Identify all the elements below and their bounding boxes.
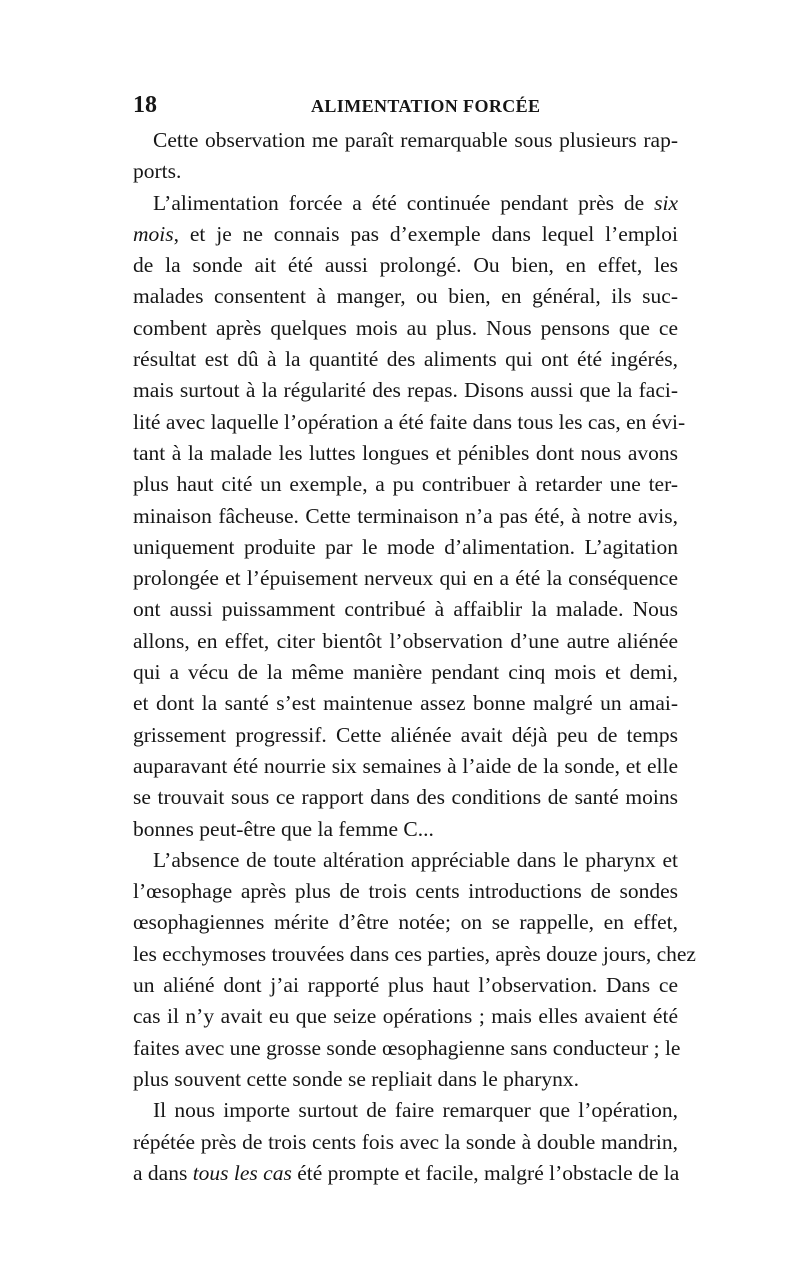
running-title: ALIMENTATION FORCÉE bbox=[311, 96, 541, 116]
text-line: L’absence de toute altération appréciable dans le pharynx et bbox=[153, 847, 678, 872]
text-line bbox=[133, 188, 678, 219]
text-line: lité avec laquelle l’opération a été faite dans tous les cas, en évi- bbox=[133, 409, 686, 434]
text-line bbox=[133, 1158, 678, 1189]
text-segment: été prompte et facile, malgré l’obstacle de la bbox=[297, 1160, 680, 1185]
text-line: ports. bbox=[133, 159, 182, 184]
text-line: ont aussi puissamment contribué à affaiblir la malade. Nous bbox=[133, 597, 678, 622]
text-line: et dont la santé s’est maintenue assez bonne malgré un amai- bbox=[133, 691, 678, 716]
text-line: malades consentent à manger, ou bien, en général, ils suc- bbox=[133, 284, 678, 309]
text-line: combent après quelques mois au plus. Nous pensons que ce bbox=[133, 315, 678, 340]
text-line: un aliéné dont j’ai rapporté plus haut l’observation. Dans ce bbox=[133, 973, 678, 998]
text-segment: L’alimentation forcée a été continuée pendant près de bbox=[153, 190, 645, 215]
text-line: Cette observation me paraît remarquable sous plusieurs rap- bbox=[153, 128, 678, 152]
italic-text-segment: mois bbox=[133, 221, 174, 246]
text-line: les ecchymoses trouvées dans ces parties, après douze jours, chez bbox=[133, 941, 696, 966]
text-line: de la sonde ait été aussi prolongé. Ou bien, en effet, les bbox=[133, 253, 678, 278]
text-line: répétée près de trois cents fois avec la sonde à double mandrin, bbox=[133, 1129, 678, 1154]
text-line: bonnes peut-être que la femme C... bbox=[133, 816, 434, 841]
italic-text-segment: six bbox=[654, 190, 679, 215]
body-text bbox=[133, 125, 696, 1189]
text-line: auparavant été nourrie six semaines à l’aide de la sonde, et elle bbox=[133, 753, 678, 778]
text-line: tant à la malade les luttes longues et pénibles dont nous avons bbox=[133, 440, 678, 465]
text-line: plus souvent cette sonde se repliait dans le pharynx. bbox=[133, 1066, 580, 1091]
text-line: résultat est dû à la quantité des aliments qui ont été ingérés, bbox=[133, 347, 678, 372]
text-line: minaison fâcheuse. Cette terminaison n’a pas été, à notre avis, bbox=[133, 503, 678, 528]
text-line: œsophagiennes mérite d’être notée; on se rappelle, en effet, bbox=[133, 910, 678, 935]
text-line: allons, en effet, citer bientôt l’observation d’une autre aliénée bbox=[133, 628, 678, 653]
text-line: cas il n’y avait eu que seize opérations ; mais elles avaient été bbox=[133, 1004, 678, 1029]
text-line: Il nous importe surtout de faire remarquer que l’opération, bbox=[153, 1098, 678, 1123]
text-line: grissement progressif. Cette aliénée avait déjà peu de temps bbox=[133, 722, 678, 747]
text-line: faites avec une grosse sonde œsophagienne sans conducteur ; le bbox=[133, 1035, 681, 1060]
running-header bbox=[133, 90, 678, 120]
text-segment: a dans bbox=[133, 1160, 188, 1185]
page-number: 18 bbox=[133, 92, 157, 118]
text-line: qui a vécu de la même manière pendant cinq mois et demi, bbox=[133, 660, 678, 685]
text-line bbox=[133, 219, 678, 250]
text-line: l’œsophage après plus de trois cents introductions de sondes bbox=[133, 879, 678, 904]
text-line: plus haut cité un exemple, a pu contribuer à retarder une ter- bbox=[133, 472, 678, 497]
text-line: mais surtout à la régularité des repas. Disons aussi que la faci- bbox=[133, 378, 678, 403]
text-line: prolongée et l’épuisement nerveux qui en a été la conséquence bbox=[133, 566, 678, 591]
text-line: se trouvait sous ce rapport dans des conditions de santé moins bbox=[133, 785, 678, 810]
italic-text-segment: tous les cas bbox=[192, 1160, 292, 1185]
text-segment: , et je ne connais pas d’exemple dans lequel l’emploi bbox=[173, 221, 678, 246]
text-line: uniquement produite par le mode d’alimentation. L’agitation bbox=[133, 534, 678, 559]
